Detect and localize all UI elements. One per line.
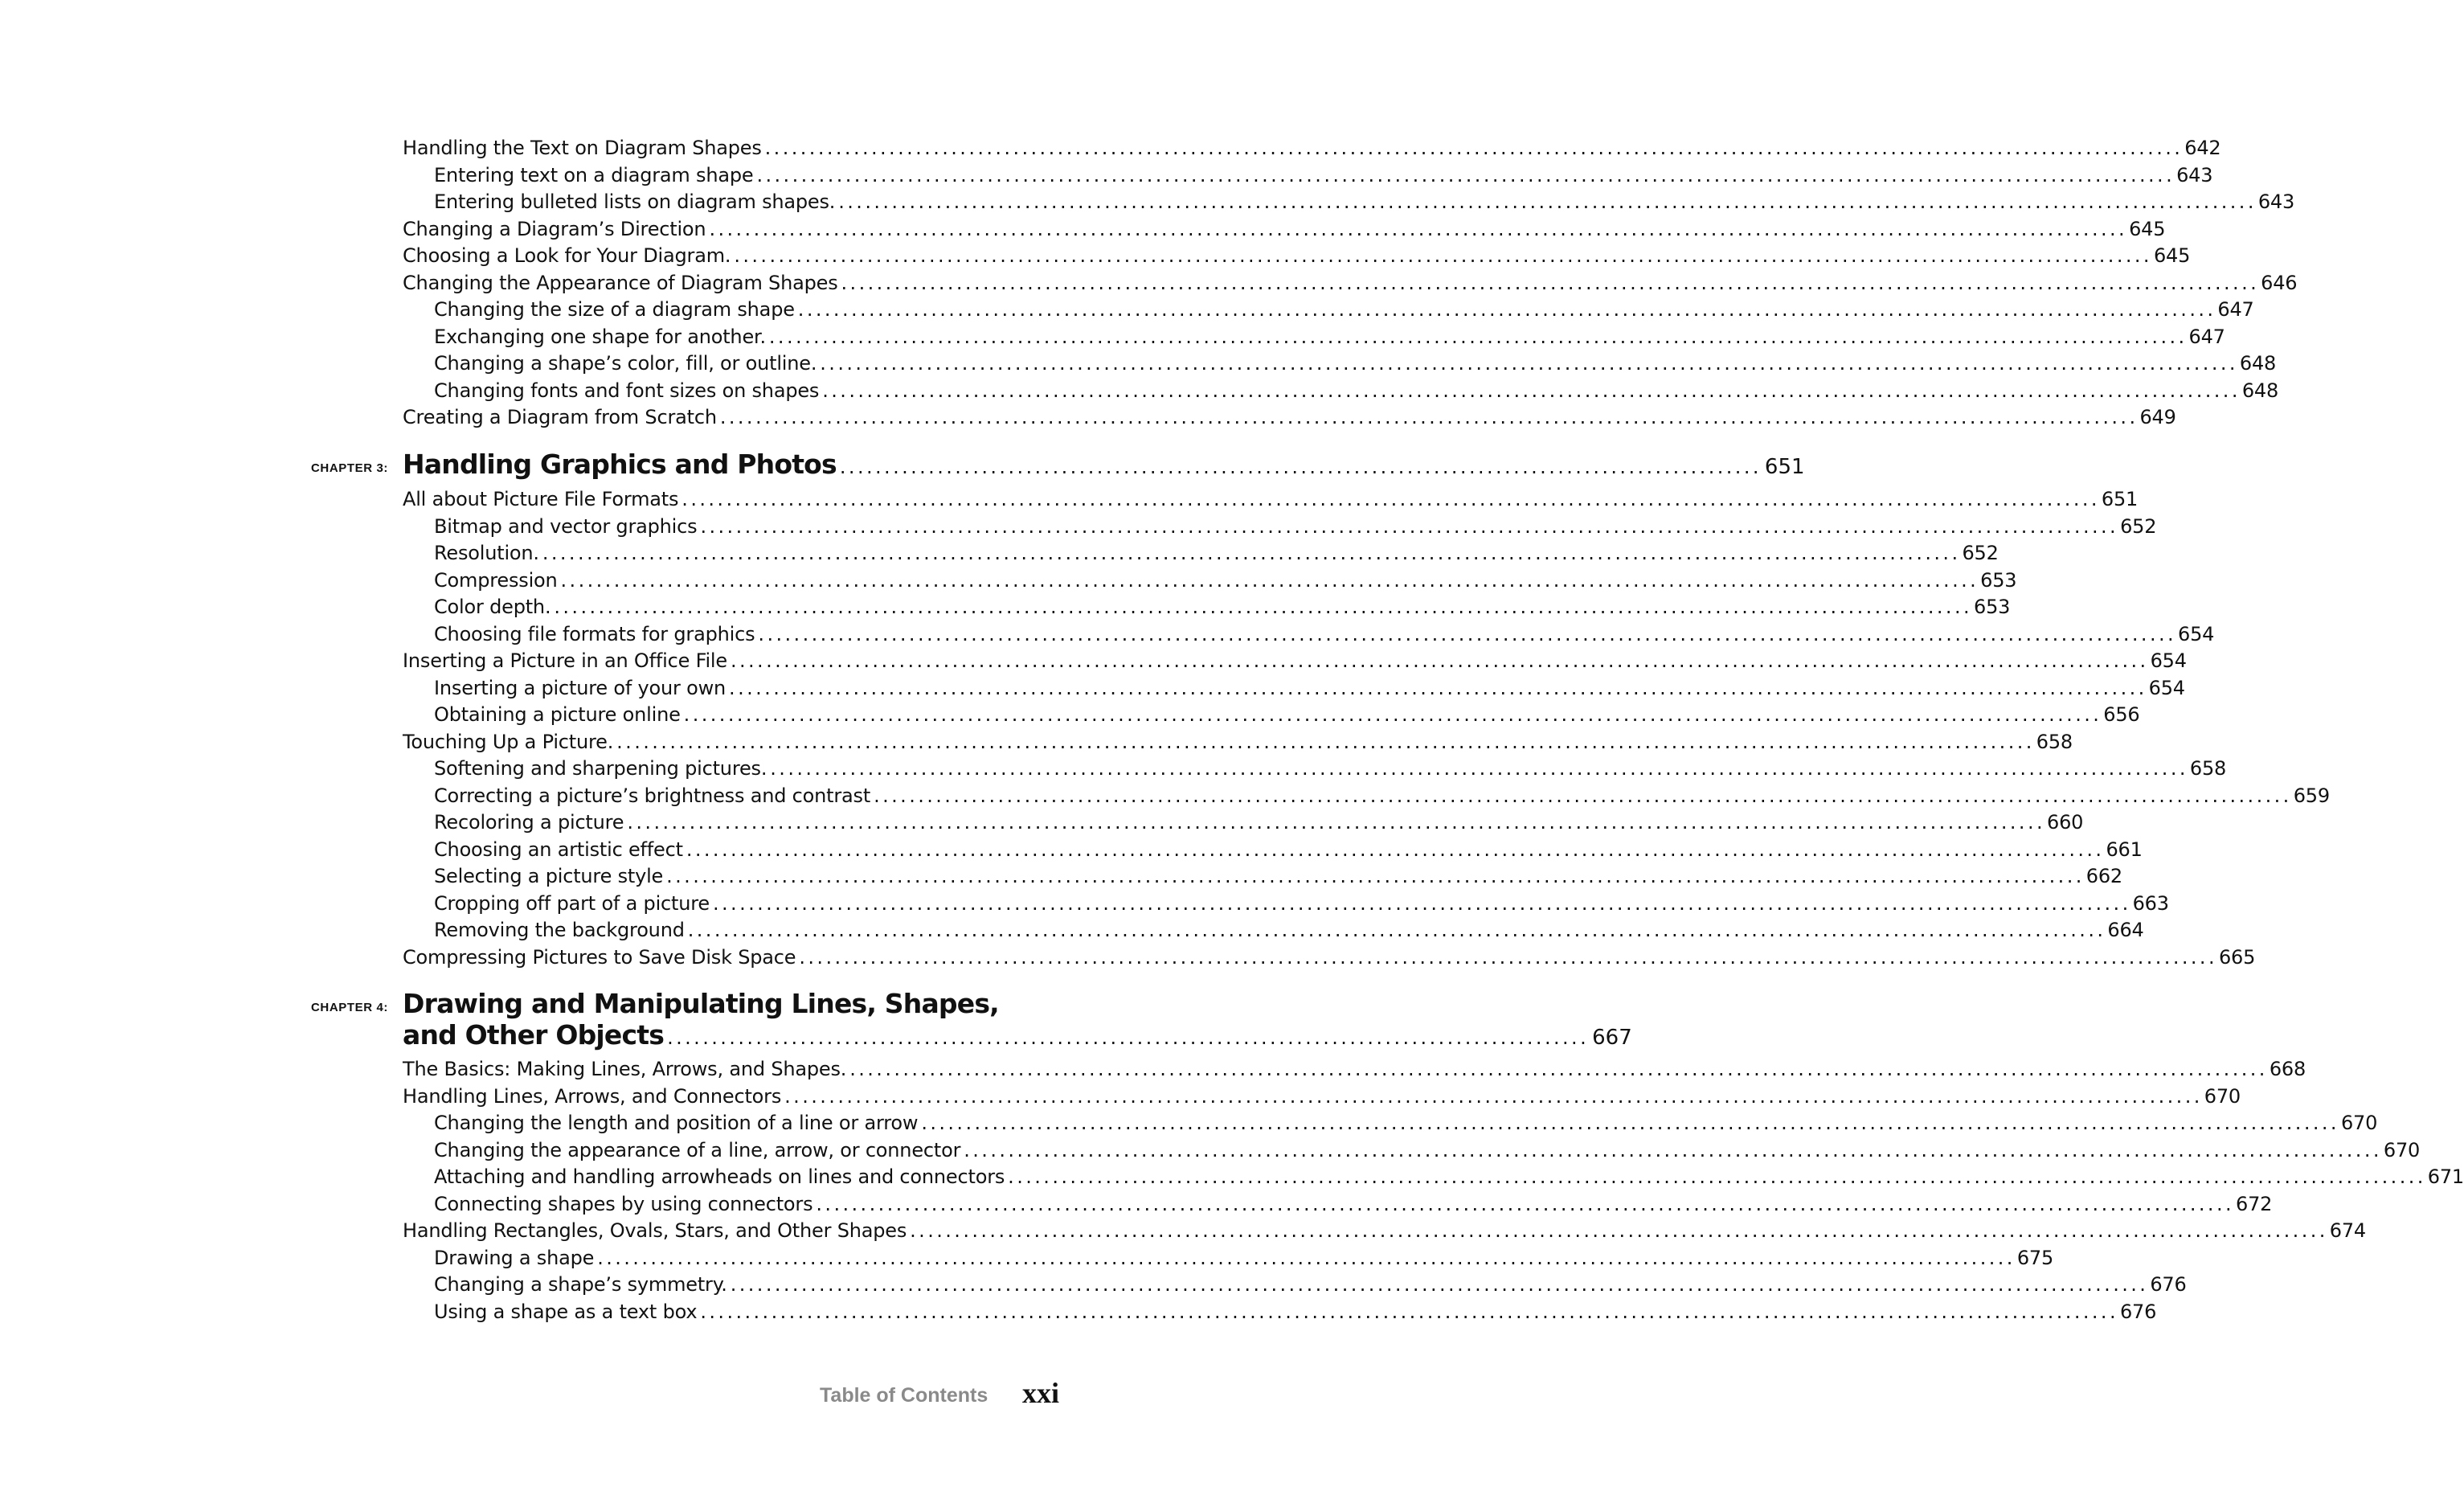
toc-entry-page: 653 (1980, 568, 2017, 592)
toc-entry-label: Cropping off part of a picture (434, 891, 710, 915)
toc-entry[interactable] (403, 1217, 2366, 1244)
toc-entry-page: 661 (2106, 838, 2143, 861)
toc-entry-label: Attaching and handling arrowheads on lines and connectors (434, 1165, 1005, 1188)
dot-leader: ................................................................................................................................................................ (712, 891, 2131, 915)
dot-leader: ................................................................................................................................................................ (770, 757, 2188, 780)
toc-entry[interactable] (434, 513, 2157, 540)
toc-entry-page: 645 (2153, 244, 2191, 267)
toc-entry-label: Color depth. (434, 596, 551, 618)
dot-leader: ................................................................................................................................................................ (681, 488, 2100, 510)
dot-leader: ........................................................................................................ (839, 456, 1762, 478)
dot-leader: ................................................................................................................................................................ (700, 514, 2119, 538)
toc-entry-label: Changing fonts and font sizes on shapes (434, 379, 820, 402)
dot-leader: ................................................................................................................................................................ (683, 703, 2102, 726)
toc-entry-label: Exchanging one shape for another. (434, 325, 766, 348)
toc-entry-page: 652 (2120, 514, 2157, 538)
toc-entry-page: 647 (2217, 298, 2254, 321)
toc-entry-label: Removing the background (434, 919, 685, 941)
toc-entry-page: 664 (2107, 919, 2144, 941)
toc-entry-label: Handling Rectangles, Ovals, Stars, and Other Shapes (403, 1219, 907, 1242)
toc-entry-page: 645 (2129, 217, 2166, 240)
toc-entry[interactable] (434, 916, 2144, 944)
toc-entry[interactable] (434, 323, 2225, 350)
dot-leader: ................................................................................................................................................................ (822, 379, 2241, 402)
toc-entry-page: 649 (2139, 406, 2176, 428)
dot-leader: ................................................................................................................................................................ (700, 1300, 2118, 1323)
toc-entry[interactable] (434, 1137, 2421, 1164)
dot-leader: ................................................................................................................................................................ (964, 1138, 2382, 1161)
toc-entry-label: Softening and sharpening pictures. (434, 757, 767, 780)
dot-leader: ................................................................................................................................................................ (597, 1246, 2016, 1269)
toc-entry-label: Inserting a Picture in an Office File (403, 649, 727, 672)
dot-leader: ........................................................................................................ (667, 1026, 1590, 1049)
toc-entry-label: Using a shape as a text box (434, 1300, 698, 1323)
toc-entry[interactable] (403, 242, 2191, 269)
dot-leader: ................................................................................................................................................................ (784, 1084, 2203, 1108)
toc-entry-label: Recoloring a picture (434, 811, 624, 834)
toc-entry-label: Selecting a picture style (434, 865, 664, 887)
toc-entry-label: Changing the size of a diagram shape (434, 298, 795, 321)
dot-leader: ................................................................................................................................................................ (797, 298, 2216, 321)
chapter-4-title-line1[interactable]: Drawing and Manipulating Lines, Shapes, (403, 988, 999, 1019)
toc-entry-label: Changing a shape’s color, fill, or outline. (434, 352, 817, 375)
toc-entry-label: Inserting a picture of your own (434, 676, 727, 699)
chapter-4-page: 667 (1592, 1026, 1632, 1050)
toc-entry[interactable] (403, 647, 2187, 674)
dot-leader: ................................................................................................................................................................ (686, 838, 2105, 861)
chapter-3-heading[interactable] (403, 449, 1805, 481)
running-footer-label: Table of Contents (820, 1384, 988, 1407)
dot-leader: ................................................................................................................................................................ (849, 1058, 2268, 1080)
toc-entry-label: Changing the Appearance of Diagram Shapes (403, 271, 838, 294)
dot-leader: ................................................................................................................................................................ (764, 137, 2184, 159)
dot-leader: ................................................................................................................................................................ (666, 865, 2085, 887)
toc-entry-page: 646 (2261, 271, 2298, 294)
toc-entry-label: Choosing file formats for graphics (434, 622, 755, 645)
toc-entry[interactable] (403, 1055, 2306, 1083)
toc-entry-label: Touching Up a Picture. (403, 730, 614, 753)
toc-entry-page: 674 (2329, 1219, 2366, 1242)
toc-entry-label: Creating a Diagram from Scratch (403, 406, 717, 428)
toc-entry-page: 662 (2085, 865, 2122, 887)
dot-leader: ................................................................................................................................................................ (756, 163, 2175, 186)
dot-leader: ................................................................................................................................................................ (758, 622, 2177, 645)
dot-leader: ................................................................................................................................................................ (838, 190, 2257, 213)
toc-entry-label: Changing a Diagram’s Direction (403, 217, 706, 240)
dot-leader: ................................................................................................................................................................ (616, 730, 2035, 753)
toc-entry-label: Entering bulleted lists on diagram shapes. (434, 190, 836, 213)
toc-entry-label: Handling Lines, Arrows, and Connectors (403, 1084, 782, 1108)
toc-entry[interactable] (434, 836, 2143, 863)
dot-leader: ................................................................................................................................................................ (768, 325, 2188, 348)
dot-leader: ................................................................................................................................................................ (921, 1112, 2339, 1134)
toc-entry[interactable] (434, 862, 2122, 890)
dot-leader: ................................................................................................................................................................ (730, 649, 2149, 672)
toc-entry-page: 654 (2150, 649, 2187, 672)
chapter-4-tag: CHAPTER 4: (311, 1001, 389, 1014)
toc-entry-label: Bitmap and vector graphics (434, 514, 698, 538)
dot-leader: ................................................................................................................................................................ (730, 1273, 2149, 1296)
toc-entry[interactable] (434, 567, 2017, 594)
dot-leader: ................................................................................................................................................................ (874, 784, 2292, 807)
toc-entry-label: Obtaining a picture online (434, 703, 681, 726)
toc-entry-page: 642 (2184, 137, 2221, 159)
chapter-3-page: 651 (1764, 455, 1805, 479)
toc-entry[interactable] (434, 377, 2279, 404)
toc-entry[interactable] (434, 701, 2140, 728)
toc-entry-page: 647 (2188, 325, 2225, 348)
toc-entry[interactable] (403, 1083, 2241, 1110)
toc-entry-page: 676 (2119, 1300, 2157, 1323)
dot-leader: ................................................................................................................................................................ (1008, 1165, 2426, 1188)
toc-entry-label: All about Picture File Formats (403, 488, 679, 510)
toc-entry-page: 648 (2239, 352, 2277, 375)
dot-leader: ................................................................................................................................................................ (820, 352, 2238, 375)
toc-entry-page: 658 (2036, 730, 2073, 753)
toc-entry[interactable] (434, 539, 1999, 567)
toc-entry[interactable] (434, 296, 2254, 323)
toc-entry[interactable] (403, 269, 2298, 297)
toc-entry[interactable] (434, 1244, 2054, 1272)
toc-entry[interactable] (434, 1190, 2273, 1218)
dot-leader: ................................................................................................................................................................ (687, 919, 2106, 941)
toc-entry-page: 672 (2236, 1192, 2273, 1215)
toc-entry-page: 656 (2103, 703, 2140, 726)
dot-leader: ................................................................................................................................................................ (560, 568, 1979, 592)
chapter-3-title: Handling Graphics and Photos (403, 449, 837, 480)
toc-entry-label: Connecting shapes by using connectors (434, 1192, 813, 1215)
toc-entry-page: 675 (2016, 1246, 2054, 1269)
toc-entry-page: 643 (2176, 163, 2213, 186)
toc-entry-label: Changing the length and position of a line or arrow (434, 1112, 919, 1134)
toc-entry-page: 651 (2101, 488, 2139, 510)
toc-entry-page: 660 (2047, 811, 2084, 834)
chapter-4-heading[interactable] (403, 1019, 1632, 1051)
toc-entry[interactable] (403, 485, 2139, 513)
toc-entry[interactable] (403, 403, 2176, 431)
toc-entry[interactable] (434, 162, 2213, 189)
toc-entry-page: 665 (2218, 945, 2256, 969)
toc-entry[interactable] (434, 1271, 2187, 1298)
dot-leader: ................................................................................................................................................................ (542, 542, 1961, 564)
toc-entry[interactable] (403, 944, 2256, 971)
toc-entry-page: 658 (2189, 757, 2227, 780)
toc-entry[interactable] (403, 134, 2221, 162)
dot-leader: ................................................................................................................................................................ (627, 811, 2045, 834)
toc-entry-page: 663 (2132, 891, 2169, 915)
toc-entry-page: 652 (1962, 542, 1999, 564)
chapter-4-title-line2: and Other Objects (403, 1019, 665, 1051)
toc-entry-page: 671 (2427, 1165, 2464, 1188)
toc-entry[interactable] (434, 1163, 2464, 1190)
toc-entry[interactable] (434, 755, 2227, 782)
dot-leader: ................................................................................................................................................................ (729, 676, 2147, 699)
toc-entry-label: Compression (434, 568, 558, 592)
toc-entry-label: Drawing a shape (434, 1246, 595, 1269)
toc-entry-page: 659 (2293, 784, 2330, 807)
toc-entry-page: 653 (1974, 596, 2011, 618)
dot-leader: ................................................................................................................................................................ (734, 244, 2152, 267)
toc-entry-page: 670 (2204, 1084, 2241, 1108)
toc-entry-label: Choosing an artistic effect (434, 838, 683, 861)
toc-entry-label: Compressing Pictures to Save Disk Space (403, 945, 796, 969)
toc-entry[interactable] (434, 350, 2277, 377)
dot-leader: ................................................................................................................................................................ (719, 406, 2139, 428)
toc-entry[interactable] (403, 728, 2073, 756)
toc-entry-page: 670 (2383, 1138, 2421, 1161)
toc-entry-label: Resolution. (434, 542, 539, 564)
toc-entry-page: 676 (2150, 1273, 2187, 1296)
toc-entry[interactable] (434, 782, 2330, 809)
toc-entry-label: Handling the Text on Diagram Shapes (403, 137, 762, 159)
toc-entry[interactable] (434, 890, 2169, 917)
page-number: xxi (1022, 1377, 1060, 1409)
toc-entry[interactable] (434, 674, 2185, 702)
toc-entry-label: The Basics: Making Lines, Arrows, and Shapes. (403, 1058, 847, 1080)
dot-leader: ................................................................................................................................................................ (709, 217, 2128, 240)
toc-entry-label: Choosing a Look for Your Diagram. (403, 244, 731, 267)
toc-entry-page: 654 (2178, 622, 2215, 645)
toc-entry[interactable] (434, 1298, 2157, 1325)
toc-entry[interactable] (434, 621, 2215, 648)
toc-entry-page: 668 (2269, 1058, 2306, 1080)
toc-entry-page: 648 (2241, 379, 2279, 402)
toc-entry-page: 670 (2340, 1112, 2378, 1134)
toc-entry-page: 654 (2148, 676, 2185, 699)
chapter-3-tag: CHAPTER 3: (311, 461, 389, 475)
dot-leader: ................................................................................................................................................................ (799, 945, 2217, 969)
dot-leader: ................................................................................................................................................................ (841, 271, 2260, 294)
dot-leader: ................................................................................................................................................................ (910, 1219, 2328, 1242)
toc-entry-label: Correcting a picture’s brightness and contrast (434, 784, 871, 807)
toc-entry-label: Entering text on a diagram shape (434, 163, 754, 186)
toc-entry[interactable] (403, 215, 2166, 243)
toc-entry[interactable] (434, 188, 2295, 215)
toc-entry[interactable] (434, 809, 2084, 836)
toc-entry-label: Changing a shape’s symmetry. (434, 1273, 727, 1296)
toc-entry-page: 643 (2257, 190, 2295, 213)
toc-entry[interactable] (434, 593, 2011, 621)
toc-entry[interactable] (434, 1109, 2378, 1137)
dot-leader: ................................................................................................................................................................ (816, 1192, 2235, 1215)
dot-leader: ................................................................................................................................................................ (554, 596, 1972, 618)
toc-entry-label: Changing the appearance of a line, arrow, or connector (434, 1138, 961, 1161)
